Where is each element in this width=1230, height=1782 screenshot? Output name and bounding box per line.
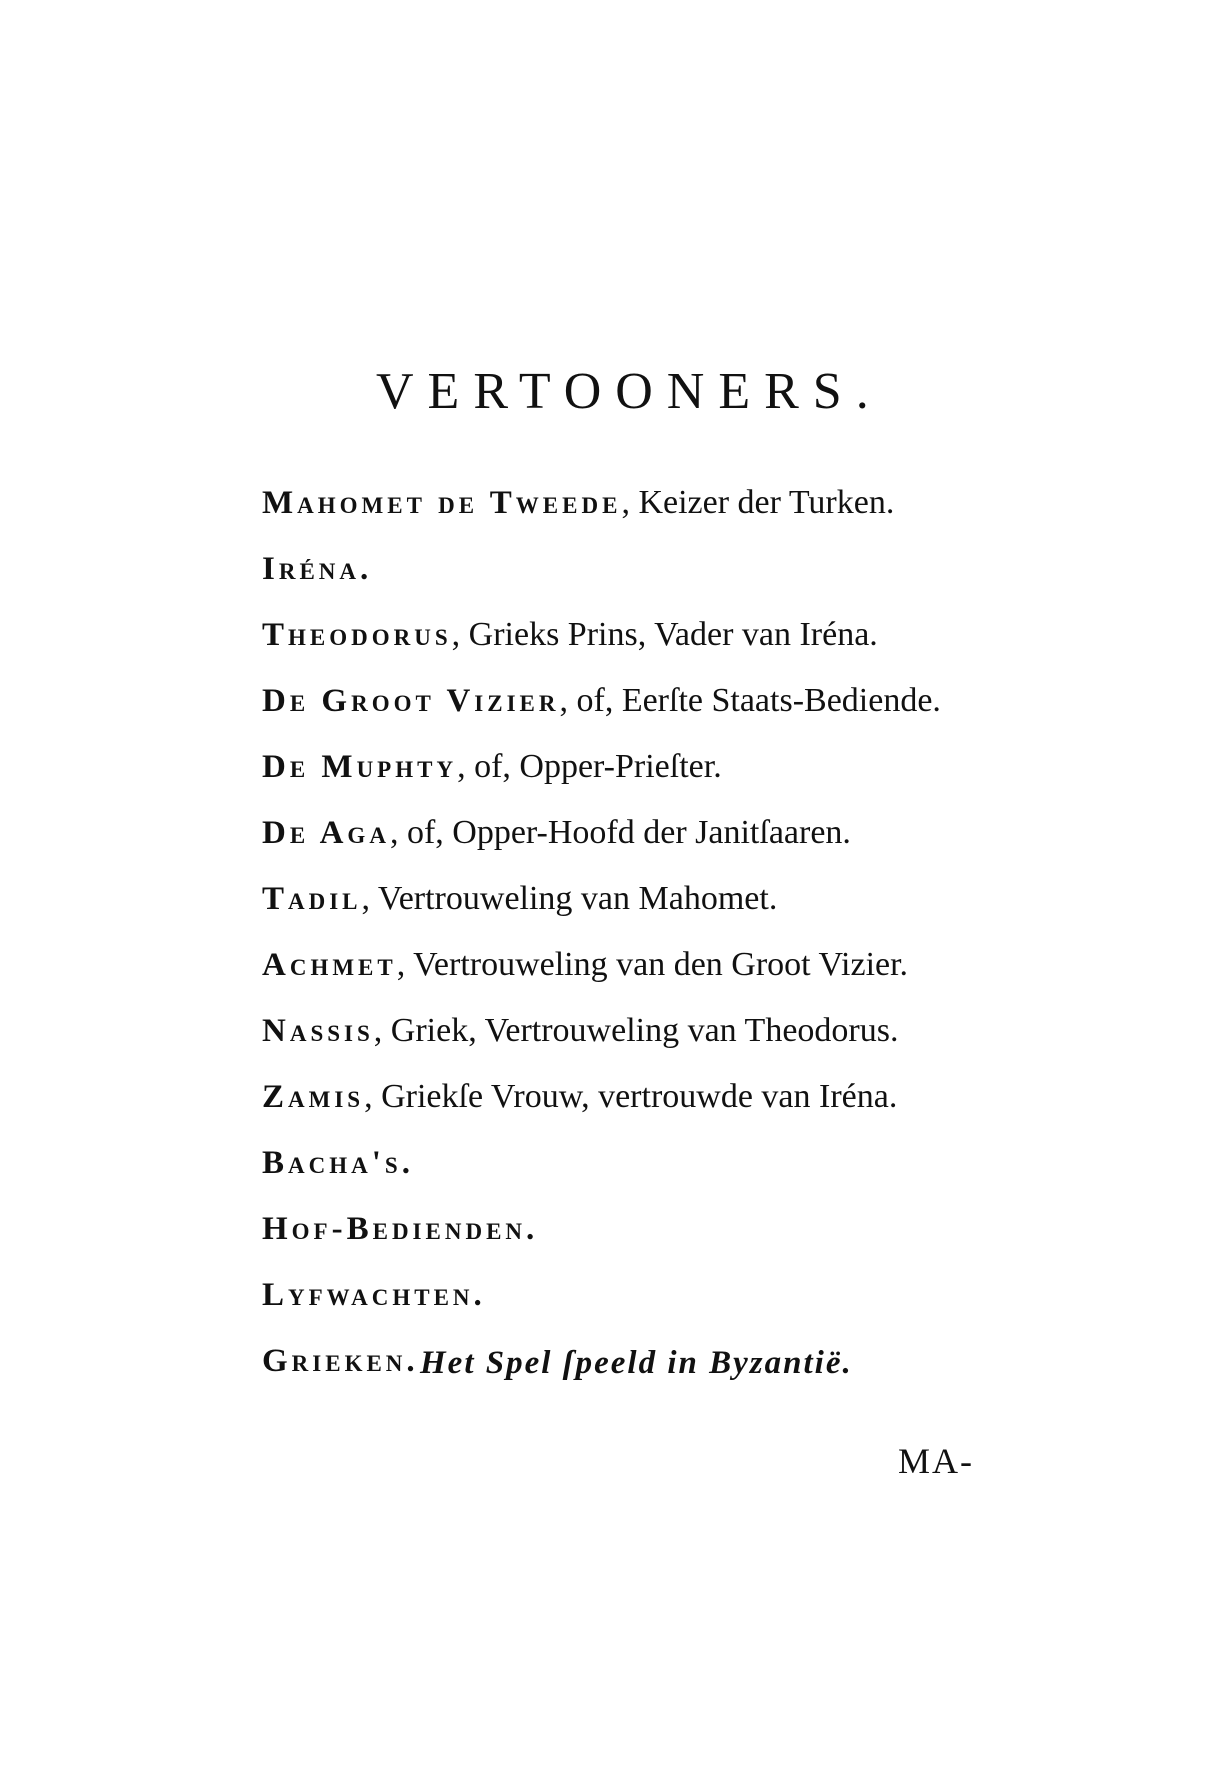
cast-description: , Keizer der Turken. (621, 484, 895, 521)
cast-description: , of, Eerſte Staats-Bediende. (559, 682, 941, 719)
cast-role: Lyfwachten. (262, 1277, 486, 1313)
cast-entry (262, 1064, 1022, 1130)
cast-description: , Vertrouweling van Mahomet. (361, 880, 778, 917)
cast-role: Nassis (262, 1013, 374, 1049)
cast-entry (262, 1262, 1022, 1328)
cast-description: , Griek, Vertrouweling van Theodorus. (373, 1012, 899, 1049)
cast-entry (262, 602, 1022, 668)
cast-description: , of, Opper-Hoofd der Janitſaaren. (389, 814, 851, 851)
cast-role: Bacha's. (262, 1145, 414, 1181)
cast-role: De Aga (262, 815, 390, 851)
cast-entry (262, 734, 1022, 800)
cast-role: Iréna. (262, 551, 373, 587)
cast-role: Achmet (262, 947, 397, 983)
setting-note: Het Spel ſpeeld in Byzantië. (420, 1345, 853, 1381)
cast-entry (262, 998, 1022, 1064)
cast-description: , Grieks Prins, Vader van Iréna. (451, 616, 878, 653)
cast-entry (262, 932, 1022, 998)
cast-role: De Muphty (262, 749, 458, 785)
cast-description: , of, Opper-Prieſter. (457, 748, 722, 785)
cast-role: Zamis (262, 1079, 365, 1115)
cast-role: De Groot Vizier (262, 683, 560, 719)
cast-description: , Griekſe Vrouw, vertrouwde van Iréna. (364, 1078, 898, 1115)
cast-entry (262, 1130, 1022, 1196)
cast-entry (262, 800, 1022, 866)
cast-role: Grieken. (262, 1343, 419, 1379)
cast-role: Theodorus (262, 617, 452, 653)
cast-entry (262, 470, 1022, 536)
cast-role: Tadil (262, 881, 362, 917)
page-title: VERTOONERS. (376, 363, 883, 420)
cast-role: Mahomet de Tweede (262, 485, 622, 521)
catchword: MA- (898, 1441, 974, 1481)
cast-list (262, 470, 1022, 1394)
cast-description: , Vertrouweling van den Groot Vizier. (396, 946, 909, 983)
cast-entry (262, 1196, 1022, 1262)
cast-entry (262, 668, 1022, 734)
cast-entry (262, 536, 1022, 602)
cast-entry (262, 866, 1022, 932)
cast-role: Hof-Bedienden. (262, 1211, 539, 1247)
